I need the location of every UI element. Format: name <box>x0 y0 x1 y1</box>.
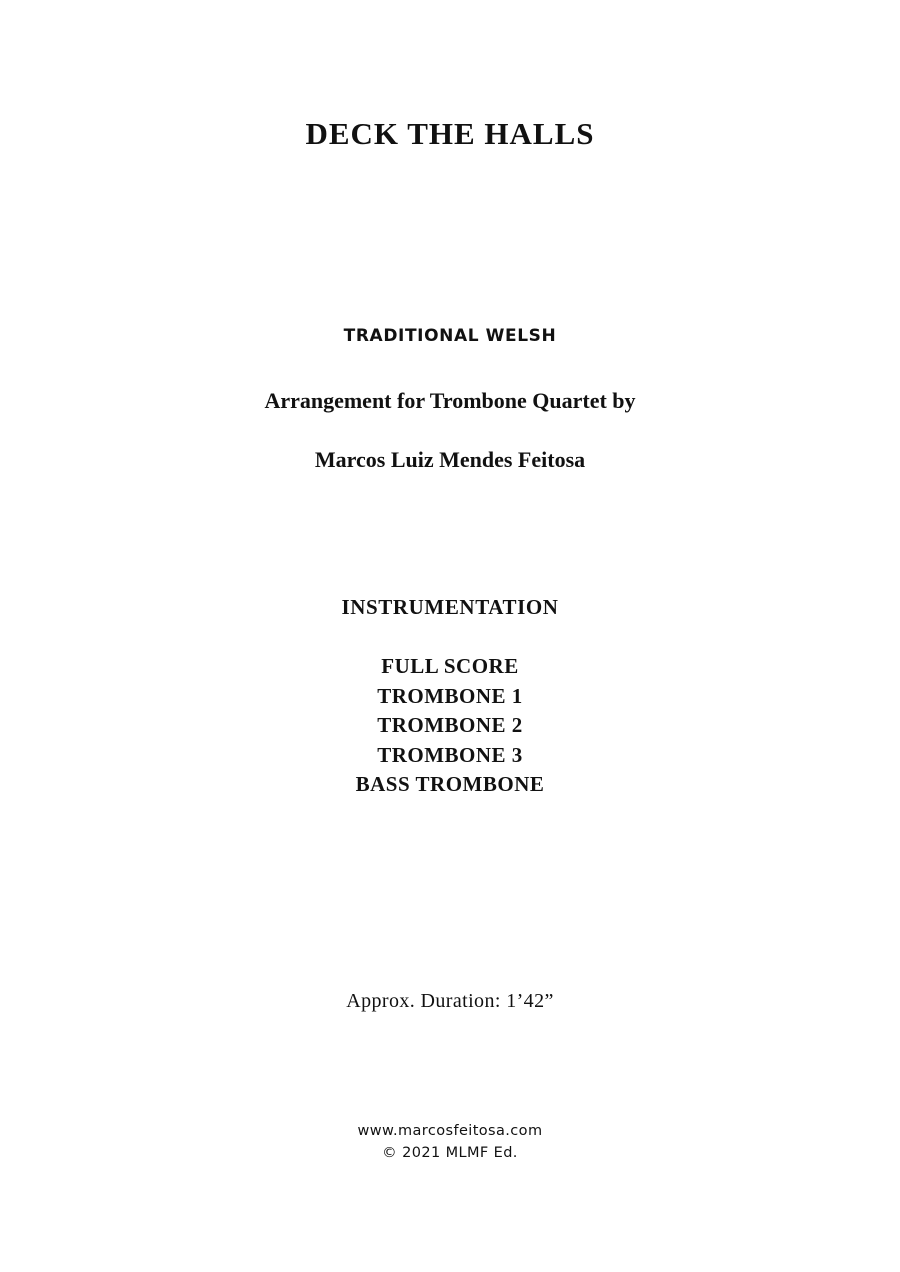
arranger-name: Marcos Luiz Mendes Feitosa <box>314 447 586 472</box>
instrumentation-part-bass-trombone: BASS TROMBONE <box>355 772 545 796</box>
copyright-notice: © 2021 MLMF Ed. <box>382 1145 518 1161</box>
instrumentation-part-trombone-1: TROMBONE 1 <box>377 683 523 708</box>
instrumentation-list <box>0 652 900 800</box>
instrumentation-heading: INSTRUMENTATION <box>341 595 559 619</box>
composer-credit: TRADITIONAL WELSH <box>343 326 557 346</box>
arrangement-line: Arrangement for Trombone Quartet by <box>264 388 636 413</box>
approx-duration: Approx. Duration: 1’42” <box>346 990 554 1012</box>
instrumentation-part-full-score: FULL SCORE <box>381 654 519 678</box>
website-text: www.marcosfeitosa.com <box>357 1123 543 1139</box>
piece-title: DECK THE HALLS <box>305 116 595 151</box>
instrumentation-part-trombone-2: TROMBONE 2 <box>377 713 523 737</box>
instrumentation-part-trombone-3: TROMBONE 3 <box>377 742 523 767</box>
